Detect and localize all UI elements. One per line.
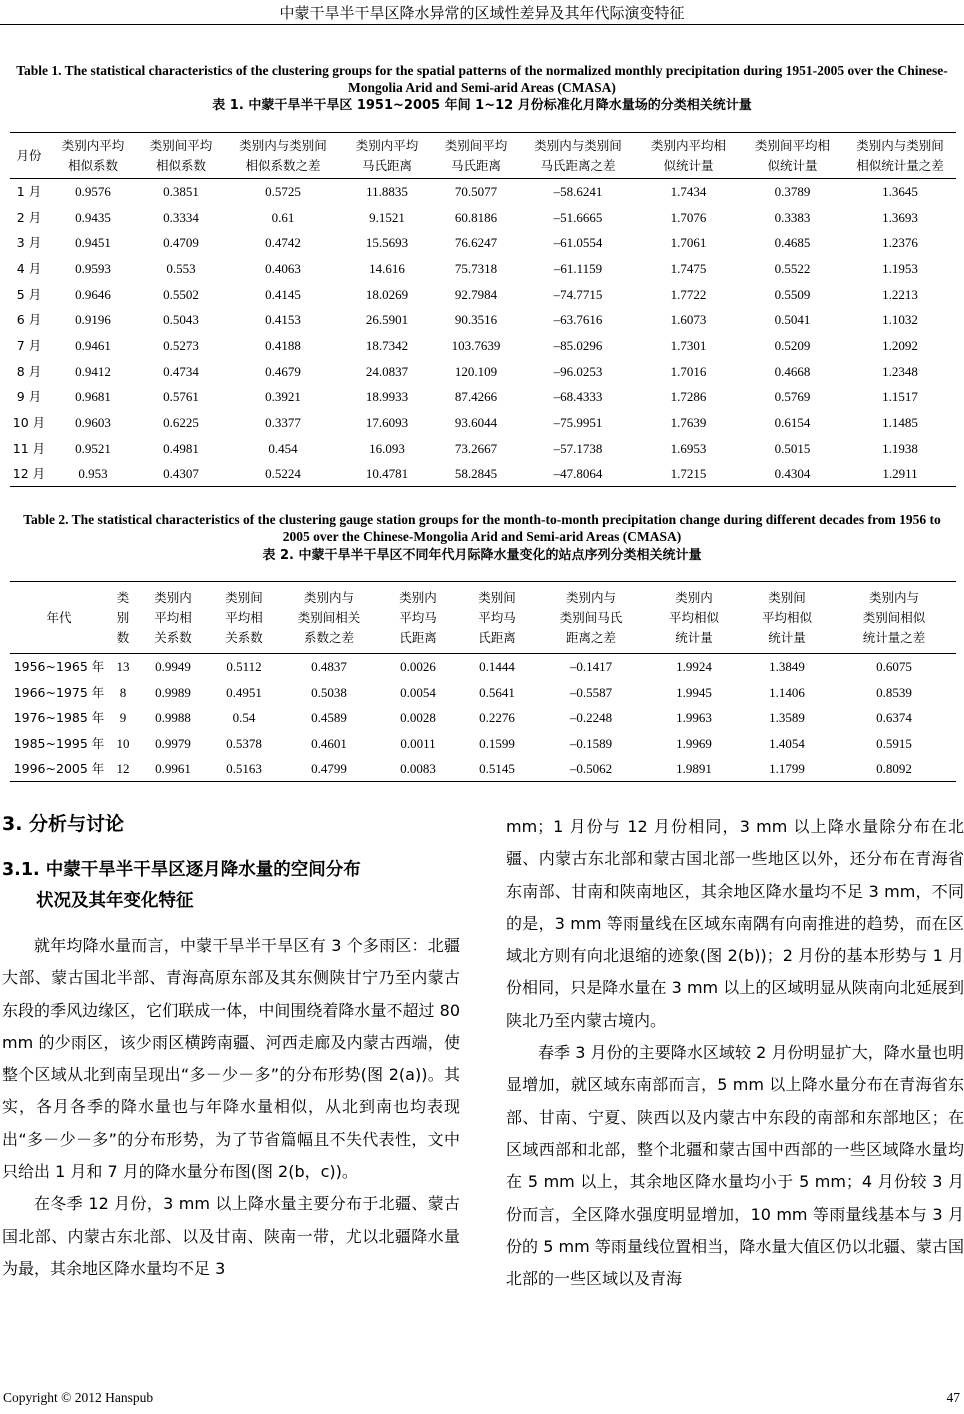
table-cell: 1.2911 xyxy=(844,461,956,487)
table-cell: 0.0028 xyxy=(400,710,436,726)
table-cell: 0.8092 xyxy=(832,756,956,782)
table-cell: 0.4685 xyxy=(774,235,811,251)
table-cell: 1.7475 xyxy=(670,260,707,276)
table-cell: –58.6241 xyxy=(553,184,603,200)
table-cell: 1996~2005 年 xyxy=(10,756,108,782)
table-header-cell: 类别间平均相 似统计量 xyxy=(741,133,844,179)
table2 xyxy=(10,581,956,782)
table-cell: 5 月 xyxy=(16,286,42,302)
table-row xyxy=(10,705,956,731)
table-header-cell: 类别内平均 马氏距离 xyxy=(342,133,432,179)
table-cell: 1.1799 xyxy=(742,756,832,782)
table-cell: 2 月 xyxy=(16,209,42,225)
table-cell: 0.5041 xyxy=(774,312,811,328)
table-cell: –57.1738 xyxy=(553,440,603,456)
table-cell: –0.5587 xyxy=(569,684,613,700)
table-row xyxy=(10,179,956,205)
table-cell: 0.9961 xyxy=(138,756,208,782)
table-cell: 0.6225 xyxy=(163,415,199,431)
table-cell: 0.3789 xyxy=(774,184,811,200)
table-cell: 0.3377 xyxy=(265,415,301,431)
table-cell: 0.4742 xyxy=(265,235,301,251)
table-cell: –74.7715 xyxy=(553,286,603,302)
table-cell: 0.454 xyxy=(268,440,298,456)
table-cell: 0.3334 xyxy=(163,209,199,225)
table-row xyxy=(10,281,956,307)
table-cell: –61.1159 xyxy=(553,260,603,276)
table-cell: 1 月 xyxy=(16,184,42,200)
table-cell: 0.9412 xyxy=(75,363,111,379)
body-paragraph: 春季 3 月份的主要降水区域较 2 月份明显扩大，降水量也明显增加，就区域东南部而言，5 mm 以上降水量分布在青海省东部、甘南、宁夏、陕西以及内蒙古中东段的南部和东部地区；在区域西部和北部，整个北疆和蒙古国中西部的一些区域降水量均在 5 mm 以上，其余地区降水量均小于 5 mm；4 月份较 3 月份而言，全区降水强度明显增加，10 mm 等雨量线基本与 3 月份的 5 mm 等雨量线位置相当，降水量大值区仍以北疆、蒙古国北部的一些区域以及青海 xyxy=(506,1043,964,1289)
table-header-cell: 类别间 平均马 氏距离 xyxy=(458,582,536,654)
table-header-cell: 类别内与 类别间马氏 距离之差 xyxy=(536,582,646,654)
table-cell: 0.6075 xyxy=(876,659,912,675)
table-cell: 11 月 xyxy=(12,440,46,456)
table-cell: 1985~1995 年 xyxy=(13,735,105,751)
table-cell: 0.5038 xyxy=(311,684,347,700)
table-cell: 0.5641 xyxy=(479,684,515,700)
table-cell: 0.4307 xyxy=(138,461,224,487)
page-number: 47 xyxy=(946,1390,960,1405)
table-cell: 60.8186 xyxy=(454,209,498,225)
table-row xyxy=(10,654,956,680)
table-cell: 120.109 xyxy=(454,363,498,379)
table-header-cell: 年代 xyxy=(10,582,108,654)
table-cell: 9 月 xyxy=(16,389,42,405)
table-cell: 1.7434 xyxy=(670,184,707,200)
table-cell: 1.7061 xyxy=(670,235,707,251)
section-heading: 3. 分析与讨论 xyxy=(2,813,125,835)
table-cell: 0.5502 xyxy=(163,286,199,302)
table-cell: 10 月 xyxy=(12,415,46,431)
table-cell: 0.5725 xyxy=(265,184,301,200)
table-cell: 0.6374 xyxy=(876,710,912,726)
table-cell: 75.7318 xyxy=(454,260,498,276)
table-header-cell: 月份 xyxy=(10,133,48,179)
table-row xyxy=(10,333,956,359)
table-cell: 0.4951 xyxy=(226,684,262,700)
table2-caption-zh: 表 2. 中蒙干旱半干旱区不同年代月际降水量变化的站点序列分类相关统计量 xyxy=(262,548,702,563)
table-cell: 1.1953 xyxy=(882,260,918,276)
table-cell: 0.0011 xyxy=(400,735,436,751)
table-cell: 1.4054 xyxy=(769,735,805,751)
table-cell: 0.1599 xyxy=(479,735,515,751)
table-cell: 1.6953 xyxy=(670,440,707,456)
table-header-cell: 类别内与类别间 相似系数之差 xyxy=(224,133,342,179)
table-row xyxy=(10,230,956,256)
table-cell: 8 xyxy=(119,684,127,700)
table-cell: 0.4304 xyxy=(741,461,844,487)
table-cell: 1.9963 xyxy=(676,710,712,726)
table-header-cell: 类别间平均 相似系数 xyxy=(138,133,224,179)
table-cell: 18.7342 xyxy=(365,337,409,353)
table-cell: 0.5163 xyxy=(208,756,280,782)
table-cell: 1.1485 xyxy=(882,415,918,431)
table-cell: 18.9933 xyxy=(365,389,409,405)
table-cell: 0.9196 xyxy=(75,312,111,328)
table-cell: 1.7639 xyxy=(670,415,707,431)
table-cell: 0.4734 xyxy=(163,363,199,379)
body-paragraph: mm；1 月份与 12 月份相同，3 mm 以上降水量除分布在北疆、内蒙古东北部和蒙古国北部一些地区以外，还分布在青海省东南部、甘南和陕南地区，其余地区降水量均不足 3 mm，不同的是，3 mm 等雨量线在区域东南隅有向南推进的趋势，而在区域北方则有向北退缩的迹象(图 2(b))；2 月份的基本形势与 1 月份相同，只是降水量在 3 mm 以上的区域明显从陕南向北延展到陕北乃至内蒙古境内。 xyxy=(506,817,964,1030)
table-cell: 0.4063 xyxy=(265,260,301,276)
table-cell: –75.9951 xyxy=(553,415,603,431)
table-cell: –47.8064 xyxy=(520,461,636,487)
table-cell: 76.6247 xyxy=(454,235,498,251)
table-cell: 0.953 xyxy=(48,461,138,487)
table-cell: 0.9949 xyxy=(155,659,191,675)
table-cell: 1.7215 xyxy=(636,461,741,487)
table-cell: 0.3921 xyxy=(265,389,301,405)
table-cell: –63.7616 xyxy=(553,312,603,328)
table-header-cell: 类别间 平均相 关系数 xyxy=(208,582,280,654)
table-row xyxy=(10,731,956,757)
table-row xyxy=(10,384,956,410)
table-cell: 1.7286 xyxy=(670,389,707,405)
table-row xyxy=(10,410,956,436)
table-cell: 0.5509 xyxy=(774,286,811,302)
table-header-cell: 类别内平均 相似系数 xyxy=(48,133,138,179)
table-cell: 0.5522 xyxy=(774,260,811,276)
table-cell: –85.0296 xyxy=(553,337,603,353)
table2-caption-en: Table 2. The statistical characteristics of the clustering gauge station groups for the month-to-month precipitation change during different decades from 1956 to 2005 over the Chinese-Mongolia Arid and Semi-arid Areas (CMASA) xyxy=(23,512,941,544)
table-header-cell: 类别间平均 马氏距离 xyxy=(432,133,520,179)
table-cell: –51.6665 xyxy=(553,209,603,225)
table-cell: 1.6073 xyxy=(670,312,707,328)
table-cell: 14.616 xyxy=(369,260,405,276)
table1 xyxy=(10,132,956,487)
table-cell: 0.3383 xyxy=(774,209,811,225)
table-cell: 0.8539 xyxy=(876,684,912,700)
table-cell: 1.3589 xyxy=(769,710,805,726)
table-cell: 0.9989 xyxy=(155,684,191,700)
table-cell: 1.3645 xyxy=(882,184,918,200)
table-cell: 0.4709 xyxy=(163,235,199,251)
table-cell: 0.5015 xyxy=(774,440,811,456)
table-cell: 103.7639 xyxy=(451,337,501,353)
table-cell: 0.0026 xyxy=(400,659,436,675)
table-cell: 1.2092 xyxy=(882,337,918,353)
table-cell: 73.2667 xyxy=(454,440,498,456)
table-cell: 0.9451 xyxy=(75,235,111,251)
table-cell: 58.2845 xyxy=(432,461,520,487)
table-cell: 13 xyxy=(116,659,130,675)
table-row xyxy=(10,256,956,282)
table-cell: 0.4145 xyxy=(265,286,301,302)
table-cell: –0.5062 xyxy=(536,756,646,782)
table-cell: 0.4589 xyxy=(311,710,347,726)
table-cell: 0.5145 xyxy=(458,756,536,782)
table-cell: 9 xyxy=(119,710,127,726)
table-cell: 1.9891 xyxy=(646,756,742,782)
table-row xyxy=(10,358,956,384)
table-cell: –0.2248 xyxy=(569,710,613,726)
table-cell: 0.4188 xyxy=(265,337,301,353)
body-paragraph: 在冬季 12 月份，3 mm 以上降水量主要分布于北疆、蒙古国北部、内蒙古东北部、以及甘南、陕南一带，尤以北疆降水量为最，其余地区降水量均不足 3 xyxy=(2,1194,460,1278)
table-cell: 1.7722 xyxy=(670,286,707,302)
table-cell: 70.5077 xyxy=(454,184,498,200)
table-cell: 1.2376 xyxy=(882,235,918,251)
table-cell: 1.1032 xyxy=(882,312,918,328)
table-cell: 0.9681 xyxy=(75,389,111,405)
table-cell: 0.9435 xyxy=(75,209,111,225)
table-cell: 0.54 xyxy=(232,710,256,726)
table-header-cell: 类别内 平均相似 统计量 xyxy=(646,582,742,654)
table-cell: 4 月 xyxy=(16,260,42,276)
table-cell: 0.9521 xyxy=(75,440,111,456)
table-cell: 1.1517 xyxy=(882,389,918,405)
table-cell: 0.9988 xyxy=(155,710,191,726)
table-header-cell: 类别内与类别间 相似统计量之差 xyxy=(844,133,956,179)
table1-caption-en: Table 1. The statistical characteristics of the clustering groups for the spatial patterns of the normalized monthly precipitation during 1951-2005 over the Chinese-Mongolia Arid and Semi-arid Areas (CMASA) xyxy=(16,63,948,95)
table-cell: 24.0837 xyxy=(365,363,409,379)
table-cell: 1.9924 xyxy=(676,659,712,675)
table-cell: 1.1406 xyxy=(769,684,805,700)
table-cell: 0.5112 xyxy=(226,659,262,675)
table1-caption-zh: 表 1. 中蒙干旱半干旱区 1951~2005 年间 1~12 月份标准化月降水量场的分类相关统计量 xyxy=(212,98,752,113)
table-header-cell: 类别内与类别间 马氏距离之差 xyxy=(520,133,636,179)
subsection-heading: 3.1. 中蒙干旱半干旱区逐月降水量的空间分布 xyxy=(2,860,361,880)
left-column xyxy=(2,810,460,1285)
table-cell: 1.9969 xyxy=(676,735,712,751)
table-cell: 0.3851 xyxy=(163,184,199,200)
table-cell: 1.3849 xyxy=(769,659,805,675)
table-cell: 0.0054 xyxy=(400,684,436,700)
table-cell: 87.4266 xyxy=(454,389,498,405)
table-header-cell: 类别内 平均马 氏距离 xyxy=(378,582,458,654)
table-cell: 10.4781 xyxy=(342,461,432,487)
table-cell: 1.1938 xyxy=(882,440,918,456)
table-cell: 12 月 xyxy=(10,461,48,487)
table-header-cell: 类别内 平均相 关系数 xyxy=(138,582,208,654)
table-cell: 8 月 xyxy=(16,363,42,379)
table-cell: 0.6154 xyxy=(774,415,811,431)
table-cell: 0.61 xyxy=(271,209,295,225)
table-row xyxy=(10,756,956,782)
table-cell: 6 月 xyxy=(16,312,42,328)
table-cell: 0.5224 xyxy=(224,461,342,487)
table-cell: –61.0554 xyxy=(553,235,603,251)
table-row xyxy=(10,204,956,230)
table-row xyxy=(10,461,956,487)
table-cell: 18.0269 xyxy=(365,286,409,302)
header-rule xyxy=(0,24,964,25)
table-cell: 0.5378 xyxy=(226,735,262,751)
table-cell: 0.553 xyxy=(166,260,196,276)
table-cell: 90.3516 xyxy=(454,312,498,328)
table-cell: 0.9461 xyxy=(75,337,111,353)
table-cell: 1.2348 xyxy=(882,363,918,379)
table-cell: 0.4153 xyxy=(265,312,301,328)
table-cell: 0.9603 xyxy=(75,415,111,431)
table-cell: 0.9576 xyxy=(75,184,111,200)
table-row xyxy=(10,435,956,461)
table-cell: 0.9979 xyxy=(155,735,191,751)
table-cell: 0.5273 xyxy=(163,337,199,353)
table-cell: 0.5209 xyxy=(774,337,811,353)
table-header-cell: 类 别 数 xyxy=(108,582,138,654)
table-cell: 0.4981 xyxy=(163,440,199,456)
table-cell: 0.4679 xyxy=(265,363,301,379)
table-cell: 0.0083 xyxy=(378,756,458,782)
table-cell: 12 xyxy=(108,756,138,782)
table-cell: 93.6044 xyxy=(454,415,498,431)
table-header-cell: 类别内平均相 似统计量 xyxy=(636,133,741,179)
table-cell: 0.5761 xyxy=(163,389,199,405)
right-column xyxy=(506,811,964,1295)
table-cell: 3 月 xyxy=(16,235,42,251)
table-cell: 1976~1985 年 xyxy=(13,710,105,726)
table-cell: 7 月 xyxy=(16,337,42,353)
table-cell: 92.7984 xyxy=(454,286,498,302)
table-cell: 0.9646 xyxy=(75,286,111,302)
table-cell: 1.7076 xyxy=(670,209,707,225)
table-header-cell: 类别内与 类别间相关 系数之差 xyxy=(280,582,378,654)
table-cell: –0.1417 xyxy=(569,659,613,675)
table-cell: 1.3693 xyxy=(882,209,918,225)
table-cell: 1.9945 xyxy=(676,684,712,700)
table-cell: 0.4837 xyxy=(311,659,347,675)
table-cell: 0.4668 xyxy=(774,363,811,379)
table-cell: 1956~1965 年 xyxy=(13,659,105,675)
table-cell: 1.7016 xyxy=(670,363,707,379)
table-cell: 0.9593 xyxy=(75,260,111,276)
table-cell: 10 xyxy=(116,735,130,751)
table-cell: 0.4601 xyxy=(311,735,347,751)
table-cell: 16.093 xyxy=(369,440,405,456)
table-cell: 26.5901 xyxy=(365,312,409,328)
table-cell: 0.5915 xyxy=(876,735,912,751)
table-cell: 11.8835 xyxy=(366,184,408,200)
table-cell: 1.2213 xyxy=(882,286,918,302)
table-row xyxy=(10,307,956,333)
copyright: Copyright © 2012 Hanspub xyxy=(3,1390,154,1405)
table-cell: 0.4799 xyxy=(280,756,378,782)
table-cell: –0.1589 xyxy=(569,735,613,751)
table-cell: 0.2276 xyxy=(479,710,515,726)
table-cell: –68.4333 xyxy=(553,389,603,405)
table-row xyxy=(10,679,956,705)
table-cell: 15.5693 xyxy=(365,235,409,251)
running-header: 中蒙干旱半干旱区降水异常的区域性差异及其年代际演变特征 xyxy=(279,4,685,22)
table-cell: 1.7301 xyxy=(670,337,707,353)
table-header-cell: 类别间 平均相似 统计量 xyxy=(742,582,832,654)
table-cell: 17.6093 xyxy=(365,415,409,431)
body-paragraph: 就年均降水量而言，中蒙干旱半干旱区有 3 个多雨区：北疆大部、蒙古国北半部、青海高原东部及其东侧陕甘宁乃至内蒙古东段的季风边缘区，它们联成一体，中间围绕着降水量不超过 80 mm 的少雨区，该少雨区横跨南疆、河西走廊及内蒙古西端，使整个区域从北到南呈现出“多－少－多”的分布形势(图 2(a))。其实，各月各季的降水量也与年降水量相似，从北到南也均表现出“多－少－多”的分布形势，为了节省篇幅且不失代表性，文中只给出 1 月和 7 月的降水量分布图(图 2(b，c))。 xyxy=(2,936,460,1182)
table-cell: 9.1521 xyxy=(369,209,405,225)
subsection-heading-line2: 状况及其年变化特征 xyxy=(36,891,194,911)
table-cell: 1966~1975 年 xyxy=(13,684,105,700)
table-header-cell: 类别内与 类别间相似 统计量之差 xyxy=(832,582,956,654)
table-cell: –96.0253 xyxy=(553,363,603,379)
table-cell: 0.5769 xyxy=(774,389,811,405)
table-cell: 0.5043 xyxy=(163,312,199,328)
table-cell: 0.1444 xyxy=(479,659,515,675)
